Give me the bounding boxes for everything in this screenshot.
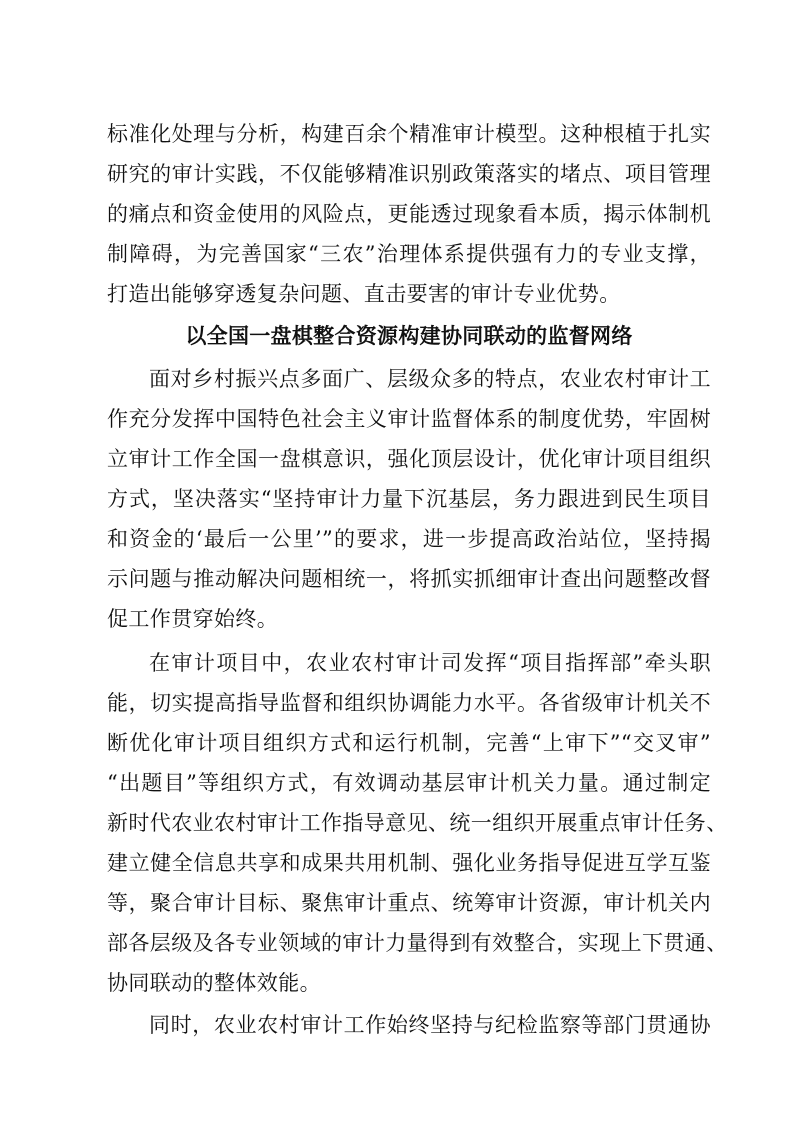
paragraph-line: 打造出能够穿透复杂问题、直击要害的审计专业优势。 <box>107 282 621 306</box>
paragraph-line: 促工作贯穿始终。 <box>107 607 279 631</box>
paragraph-line: 制障碍，为完善国家“三农”治理体系提供强有力的专业支撑， <box>107 242 711 266</box>
paragraph-line: 研究的审计实践，不仅能够精准识别政策落实的堵点、项目管理 <box>107 162 711 186</box>
paragraph-line: 等，聚合审计目标、聚焦审计重点、统筹审计资源，审计机关内 <box>107 891 711 915</box>
paragraph-line: 面对乡村振兴点多面广、层级众多的特点，农业农村审计工 <box>149 367 711 391</box>
section-heading: 以全国一盘棋整合资源构建协同联动的监督网络 <box>185 324 633 348</box>
paragraph-line: 同时，农业农村审计工作始终坚持与纪检监察等部门贯通协 <box>149 1013 711 1037</box>
paragraph-line: 和资金的‘最后一公里’”的要求，进一步提高政治站位，坚持揭 <box>107 527 711 551</box>
paragraph-line: 示问题与推动解决问题相统一，将抓实抓细审计查出问题整改督 <box>107 567 711 591</box>
paragraph-line: 断优化审计项目组织方式和运行机制，完善“上审下”“交叉审” <box>107 731 711 755</box>
paragraph-line: 协同联动的整体效能。 <box>107 971 321 995</box>
paragraph-line: “出题目”等组织方式，有效调动基层审计机关力量。通过制定 <box>107 771 711 795</box>
paragraph-line: 方式，坚决落实“坚持审计力量下沉基层，务力跟进到民生项目 <box>107 487 711 511</box>
paragraph-line: 部各层级及各专业领域的审计力量得到有效整合，实现上下贯通、 <box>107 931 728 955</box>
paragraph-line: 标准化处理与分析，构建百余个精准审计模型。这种根植于扎实 <box>107 122 711 146</box>
paragraph-line: 能，切实提高指导监督和组织协调能力水平。各省级审计机关不 <box>107 691 711 715</box>
paragraph-line: 作充分发挥中国特色社会主义审计监督体系的制度优势，牢固树 <box>107 407 711 431</box>
paragraph-line: 在审计项目中，农业农村审计司发挥“项目指挥部”牵头职 <box>149 651 711 675</box>
paragraph-line: 立审计工作全国一盘棋意识，强化顶层设计，优化审计项目组织 <box>107 447 711 471</box>
paragraph-line: 新时代农业农村审计工作指导意见、统一组织开展重点审计任务、 <box>107 811 728 835</box>
paragraph-line: 的痛点和资金使用的风险点，更能透过现象看本质，揭示体制机 <box>107 202 711 226</box>
paragraph-line: 建立健全信息共享和成果共用机制、强化业务指导促进互学互鉴 <box>107 851 711 875</box>
